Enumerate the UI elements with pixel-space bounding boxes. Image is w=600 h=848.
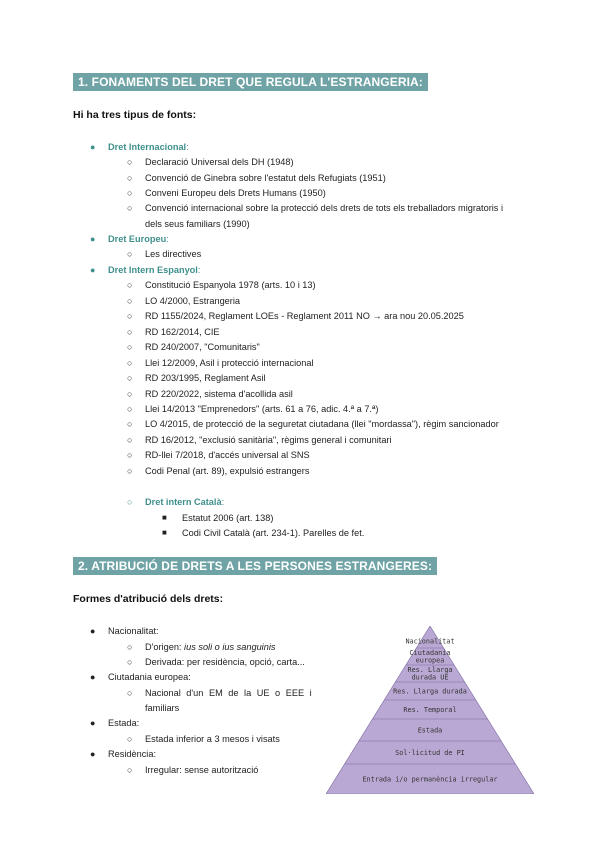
circle-bullet-icon: ○ bbox=[127, 734, 133, 744]
pyramid-level-label: Estada bbox=[417, 726, 443, 735]
pyramid-level-label: Sol·licitud de PI bbox=[395, 748, 465, 757]
pyramid-level-label: Res. Temporal bbox=[403, 705, 457, 714]
circle-bullet-icon: ○ bbox=[127, 688, 133, 698]
circle-bullet-icon: ○ bbox=[127, 296, 133, 306]
bullet-icon: ● bbox=[90, 718, 96, 728]
rights-pyramid-diagram bbox=[326, 626, 534, 794]
pyramid-level-label: Nacionalitat bbox=[405, 637, 455, 646]
circle-bullet-icon: ○ bbox=[127, 497, 133, 507]
bullet-icon: ● bbox=[90, 672, 96, 682]
circle-bullet-icon: ○ bbox=[127, 280, 133, 290]
pyramid-level-label: durada UE bbox=[411, 673, 449, 682]
circle-bullet-icon: ○ bbox=[127, 358, 133, 368]
circle-bullet-icon: ○ bbox=[127, 657, 133, 667]
bullet-icon: ● bbox=[90, 265, 96, 275]
section-2-subheading: Formes d'atribució dels drets: bbox=[73, 593, 224, 605]
circle-bullet-icon: ○ bbox=[127, 419, 133, 429]
pyramid-level-label: Ciutadania bbox=[409, 649, 451, 658]
circle-bullet-icon: ○ bbox=[127, 466, 133, 476]
circle-bullet-icon: ○ bbox=[127, 157, 133, 167]
pyramid-level-label: Entrada i/o permanència irregular bbox=[362, 775, 498, 784]
circle-bullet-icon: ○ bbox=[127, 342, 133, 352]
circle-bullet-icon: ○ bbox=[127, 373, 133, 383]
circle-bullet-icon: ○ bbox=[127, 435, 133, 445]
section-1-heading: 1. FONAMENTS DEL DRET QUE REGULA L'ESTRANGERIA: bbox=[73, 73, 428, 91]
section-2-heading: 2. ATRIBUCIÓ DE DRETS A LES PERSONES ESTRANGERES: bbox=[73, 557, 437, 575]
circle-bullet-icon: ○ bbox=[127, 642, 133, 652]
bullet-icon: ● bbox=[90, 234, 96, 244]
bullet-icon: ● bbox=[90, 142, 96, 152]
circle-bullet-icon: ○ bbox=[127, 188, 133, 198]
circle-bullet-icon: ○ bbox=[127, 173, 133, 183]
document-page: 1. FONAMENTS DEL DRET QUE REGULA L'ESTRANGERIA: Hi ha tres tipus de fonts: ● Dret Internacional: ○ Declaració Universal dels DH (1948) ○ Convenció de Ginebra sobre l'estatut dels Refugiats (1951) ○ Conveni Europeu dels Drets Humans (1950) ○ Convenció internacional sobre la protecció dels drets de tots els treballadors migratoris i dels seus familiars (1990) ● Dret Europeu: ○ Les directives ● Dret Intern Espanyol: ○ Constitució Espanyola 1978 (arts. 10 i 13) ○ LO 4/2000, Estrangeria ○ RD 1155/2024, Reglament LOEs - Reglament 2011 NO → ara nou 20.05.2025 ○ RD 162/2014, CIE ○ RD 240/2007, "Comunitaris" ○ Llei 12/2009, Asil i protecció internacional ○ RD 203/1995, Reglament Asil ○ RD 220/2022, sistema d'acollida asil ○ Llei 14/2013 "Emprenedors" (arts. 61 a 76, adic. 4.ª a 7.ª) ○ LO 4/2015, de protecció de la seguretat ciutadana (llei "mordassa"), règim sancionador ○ RD 16/2012, "exclusió sanitària", règims general i comunitari ○ RD-llei 7/2018, d'accés universal al SNS ○ Codi Penal (art. 89), expulsió estrangers ○ Dret intern Català: ■ Estatut 2006 (art. 138) ■ Codi Civil Català (art. 234-1). Parelles de fet. 2. ATRIBUCIÓ DE DRETS A LES PERSONES ESTRANGERES: Formes d'atribució dels drets: ● Nacionalitat: ○ D'origen: ius soli o ius sanguinis ○ Derivada: per residència, opció, carta... ● Ciutadania europea: ○ Nacional d'un EM de la UE o EEE i familiars ● Estada: ○ Estada inferior a 3 mesos i visats ● Residència: ○ Irregular: sense autorització Nacionalitat Ciutadania europea Res. Llarga durada UE Res. Llarga durada Res. Temporal Estada Sol·licitud de PI Entrada i/o permanència irregular bbox=[0, 0, 600, 848]
pyramid-level-label: europea bbox=[415, 656, 445, 665]
circle-bullet-icon: ○ bbox=[127, 389, 133, 399]
pyramid-level-label: Res. Llarga bbox=[407, 666, 453, 675]
circle-bullet-icon: ○ bbox=[127, 404, 133, 414]
circle-bullet-icon: ○ bbox=[127, 203, 133, 213]
bullet-icon: ● bbox=[90, 749, 96, 759]
square-bullet-icon: ■ bbox=[162, 528, 167, 537]
square-bullet-icon: ■ bbox=[162, 513, 167, 522]
circle-bullet-icon: ○ bbox=[127, 327, 133, 337]
section-1-subheading: Hi ha tres tipus de fonts: bbox=[73, 109, 197, 121]
circle-bullet-icon: ○ bbox=[127, 450, 133, 460]
bullet-icon: ● bbox=[90, 626, 96, 636]
pyramid-level-label: Res. Llarga durada bbox=[393, 687, 467, 696]
circle-bullet-icon: ○ bbox=[127, 249, 133, 259]
circle-bullet-icon: ○ bbox=[127, 765, 133, 775]
circle-bullet-icon: ○ bbox=[127, 311, 133, 321]
